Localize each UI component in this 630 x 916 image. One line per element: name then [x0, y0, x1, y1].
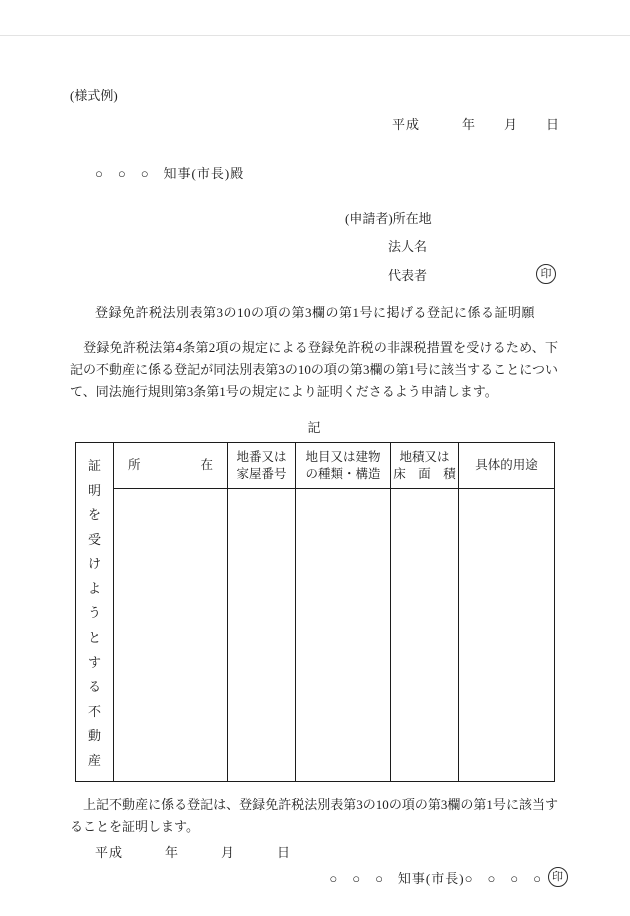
header-kind-line2: の種類・構造	[305, 466, 381, 481]
header-specific-use	[459, 443, 554, 488]
cell-land-kind	[296, 489, 391, 781]
certifier-signature: ○ ○ ○ 知事(市長)○ ○ ○ ○	[329, 870, 542, 886]
header-area-line2: 床 面 積	[393, 466, 456, 481]
form-note: (様式例)	[70, 88, 118, 103]
page-top-edge	[0, 35, 630, 36]
cell-location	[114, 489, 228, 781]
document-title: 登録免許税法別表第3の10の項の第3欄の第1号に掲げる登記に係る証明願	[94, 305, 535, 320]
section-mark: 記	[307, 420, 323, 435]
date-line-top: 平成 年 月 日	[391, 117, 560, 132]
application-paragraph: 登録免許税法第4条第2項の規定による登録免許税の非課税措置を受けるため、下記の不動産に係る登記が同法別表第3の10の項の第3欄の第1号に該当することについて、同法施行規則第3条第1号の規定により証明くださるよう申請します。	[70, 340, 558, 399]
cell-lot-number	[228, 489, 296, 781]
certification-paragraph: 上記不動産に係る登記は、登録免許税法別表第3の10の項の第3欄の第1号に該当することを証明します。	[70, 797, 558, 834]
applicant-location: (申請者)所在地	[345, 211, 432, 226]
applicant-seal-icon: 印	[536, 264, 556, 284]
header-area	[391, 443, 459, 488]
applicant-representative: 代表者	[388, 267, 428, 283]
table-main	[114, 443, 554, 781]
addressee-line: ○ ○ ○ 知事(市長)殿	[95, 166, 245, 181]
table-body-row	[114, 489, 554, 781]
header-land-kind	[296, 443, 391, 488]
header-location	[114, 443, 228, 488]
cell-area	[391, 489, 459, 781]
certifier-seal-icon: 印	[548, 867, 568, 887]
header-lot-line1: 地番又は	[236, 449, 287, 464]
table-header-row	[114, 443, 554, 489]
applicant-representative-line	[388, 264, 556, 284]
header-lot-line2: 家屋番号	[236, 466, 287, 481]
cell-specific-use	[459, 489, 554, 781]
header-use-label: 具体的用途	[475, 458, 538, 472]
applicant-corp-name: 法人名	[388, 239, 428, 254]
header-area-line1: 地積又は	[399, 449, 450, 464]
signature-row	[0, 867, 568, 887]
property-table	[75, 442, 555, 782]
header-lot-number	[228, 443, 296, 488]
header-location-left: 所	[128, 458, 141, 472]
header-location-right: 在	[200, 458, 213, 472]
header-kind-line1: 地目又は建物	[305, 449, 381, 464]
table-row-label: 証 明 を 受 け よ う と す る 不 動 産	[76, 443, 114, 781]
date-line-bottom: 平成 年 月 日	[95, 845, 292, 860]
